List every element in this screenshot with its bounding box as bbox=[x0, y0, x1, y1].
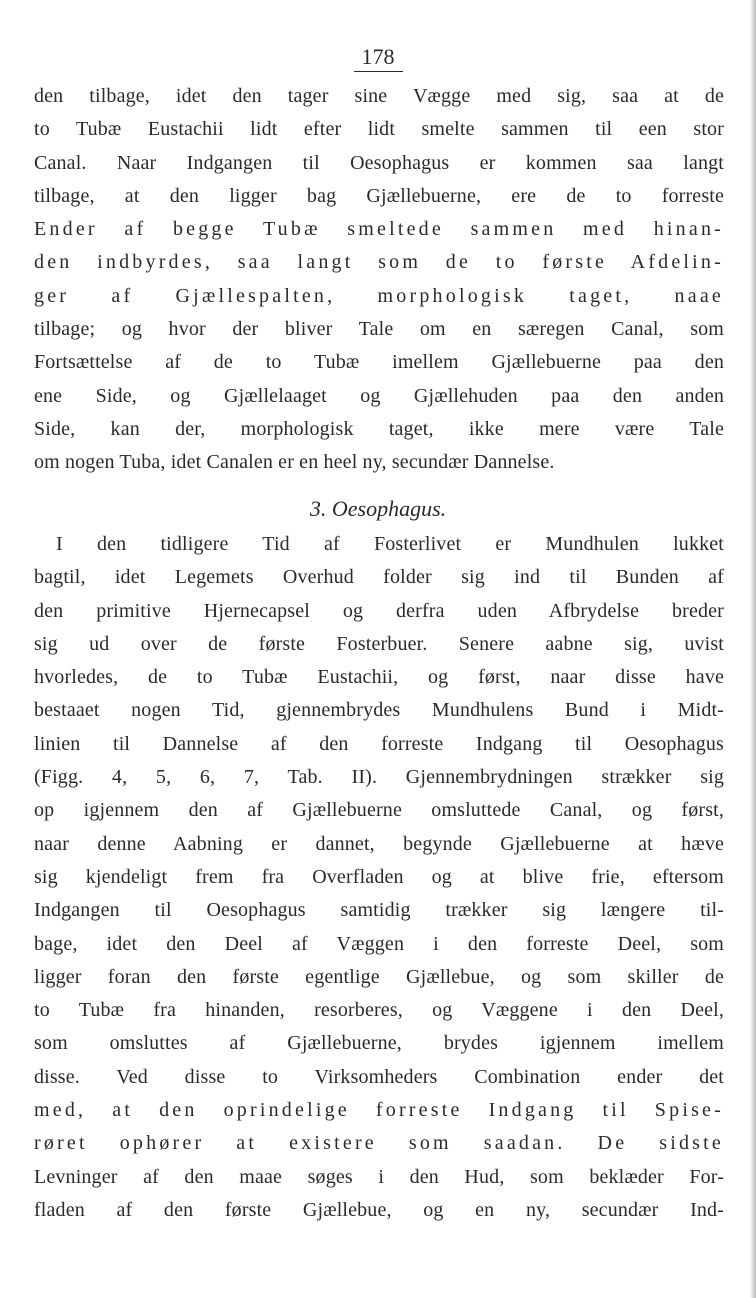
paragraph-2-line: bage, idet den Deel af Væggen i den forreste Deel, som bbox=[34, 932, 724, 955]
paragraph-1-line: om nogen Tuba, idet Canalen er en heel ny, secundær Dannelse. bbox=[34, 451, 555, 474]
paragraph-2-line: hvorledes, de to Tubæ Eustachii, og først, naar disse have bbox=[34, 666, 724, 689]
paragraph-2-line: sig ud over de første Fosterbuer. Senere aabne sig, uvist bbox=[34, 632, 724, 655]
paragraph-2 bbox=[34, 528, 724, 1227]
paragraph-2-line: med, at den oprindelige forreste Indgang til Spise- bbox=[34, 1099, 724, 1122]
paragraph-2-line: Levninger af den maae søges i den Hud, som beklæder For- bbox=[34, 1165, 724, 1188]
paragraph-1-line: Side, kan der, morphologisk taget, ikke mere være Tale bbox=[34, 417, 724, 440]
paragraph-1-line: Fortsættelse af de to Tubæ imellem Gjællebuerne paa den bbox=[34, 351, 724, 374]
paragraph-2-line: fladen af den første Gjællebue, og en ny, secundær Ind- bbox=[34, 1198, 724, 1221]
paragraph-2-line: som omsluttes af Gjællebuerne, brydes igjennem imellem bbox=[34, 1032, 724, 1055]
page-edge-shadow bbox=[750, 0, 756, 1298]
paragraph-1-line: to Tubæ Eustachii lidt efter lidt smelte sammen til een stor bbox=[34, 118, 724, 141]
paragraph-1-line: ger af Gjællespalten, morphologisk taget, naae bbox=[34, 284, 724, 307]
paragraph-2-line: I den tidligere Tid af Fosterlivet er Mundhulen lukket bbox=[56, 533, 724, 555]
paragraph-1-line: den tilbage, idet den tager sine Vægge med sig, saa at de bbox=[34, 85, 724, 107]
paragraph-2-line: bagtil, idet Legemets Overhud folder sig ind til Bunden af bbox=[34, 566, 724, 589]
paragraph-1 bbox=[34, 80, 724, 480]
paragraph-1-line: tilbage, at den ligger bag Gjællebuerne, ere de to forreste bbox=[34, 184, 724, 207]
paragraph-2-line: linien til Dannelse af den forreste Indgang til Oesophagus bbox=[34, 732, 724, 755]
paragraph-2-line: ligger foran den første egentlige Gjællebue, og som skiller de bbox=[34, 965, 724, 988]
paragraph-1-line: ene Side, og Gjællelaaget og Gjællehuden paa den anden bbox=[34, 384, 724, 407]
paragraph-2-line: sig kjendeligt frem fra Overfladen og at blive frie, eftersom bbox=[34, 865, 724, 888]
paragraph-1-line: Canal. Naar Indgangen til Oesophagus er kommen saa langt bbox=[34, 151, 724, 174]
paragraph-2-line: naar denne Aabning er dannet, begynde Gjællebuerne at hæve bbox=[34, 832, 724, 855]
paragraph-2-line: Indgangen til Oesophagus samtidig trækker sig længere til- bbox=[34, 899, 724, 922]
paragraph-2-line: op igjennem den af Gjællebuerne omsluttede Canal, og først, bbox=[34, 799, 724, 822]
paragraph-2-line: røret ophører at existere som saadan. De sidste bbox=[34, 1132, 724, 1155]
section-heading: 3. Oesophagus. bbox=[309, 496, 447, 521]
paragraph-2-line: (Figg. 4, 5, 6, 7, Tab. II). Gjennembrydningen strækker sig bbox=[34, 766, 724, 789]
paragraph-1-line: Ender af begge Tubæ smeltede sammen med hinan- bbox=[34, 218, 724, 241]
paragraph-2-line: bestaaet nogen Tid, gjennembrydes Mundhulens Bund i Midt- bbox=[34, 699, 724, 722]
paragraph-1-line: tilbage; og hvor der bliver Tale om en særegen Canal, som bbox=[34, 318, 724, 341]
paragraph-2-line: disse. Ved disse to Virksomheders Combination ender det bbox=[34, 1065, 724, 1088]
page-number: 178 bbox=[0, 44, 756, 72]
paragraph-2-line: den primitive Hjernecapsel og derfra uden Afbrydelse breder bbox=[34, 599, 724, 622]
paragraph-2-line: to Tubæ fra hinanden, resorberes, og Væggene i den Deel, bbox=[34, 999, 724, 1022]
paragraph-1-line: den indbyrdes, saa langt som de to første Afdelin- bbox=[34, 251, 724, 274]
